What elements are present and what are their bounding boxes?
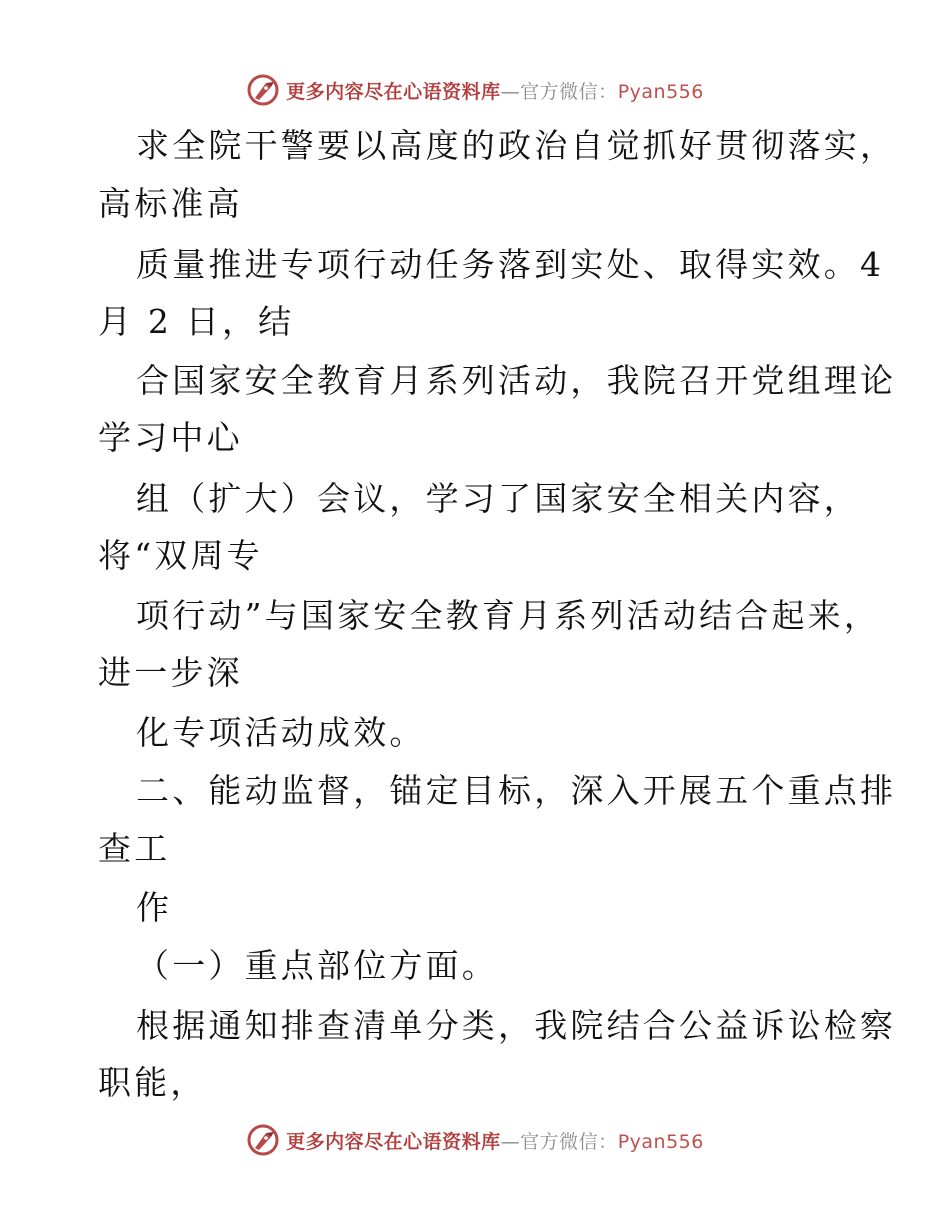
body-line-4: 月 2 日，结 [98,302,295,341]
footer-brand: 更多内容尽在心语资料库 [286,1130,501,1153]
body-line-5: 合国家安全教育月系列活动，我院召开党组理论 [136,361,897,400]
header-wechat-id: Pyan556 [617,80,704,103]
pen-nib-logo-icon [246,73,280,107]
body-line-11: 化专项活动成效。 [136,713,426,752]
body-line-2: 高标准高 [98,184,243,223]
body-line-13: 查工 [98,829,171,868]
body-line-3: 质量推进专项行动任务落到实处、取得实效。4 [136,245,885,284]
footer-banner [0,1118,950,1162]
pen-nib-logo-icon [246,1123,280,1157]
body-line-12: 二、能动监督，锚定目标，深入开展五个重点排 [136,771,897,810]
header-brand: 更多内容尽在心语资料库 [286,80,501,103]
footer-banner-text [286,1127,704,1154]
body-line-15: （一）重点部位方面。 [136,946,498,985]
body-line-17: 职能， [98,1063,207,1102]
body-line-10: 进一步深 [98,653,243,692]
body-line-7: 组（扩大）会议，学习了国家安全相关内容， [136,479,860,518]
body-line-14: 作 [136,888,173,927]
header-wechat-label: 官方微信： [520,80,618,103]
body-line-9: 项行动”与国家安全教育月系列活动结合起来， [136,596,881,635]
body-line-1: 求全院干警要以高度的政治自觉抓好贯彻落实， [136,126,897,165]
body-line-16: 根据通知排查清单分类，我院结合公益诉讼检察 [136,1006,897,1045]
footer-wechat-id: Pyan556 [617,1130,704,1153]
body-line-6: 学习中心 [98,418,243,457]
footer-wechat-label: 官方微信： [520,1130,618,1153]
header-banner [0,68,950,112]
header-banner-text [286,77,704,104]
footer-separator: — [500,1130,521,1153]
body-line-8: 将“双周专 [98,536,263,575]
header-separator: — [500,80,521,103]
